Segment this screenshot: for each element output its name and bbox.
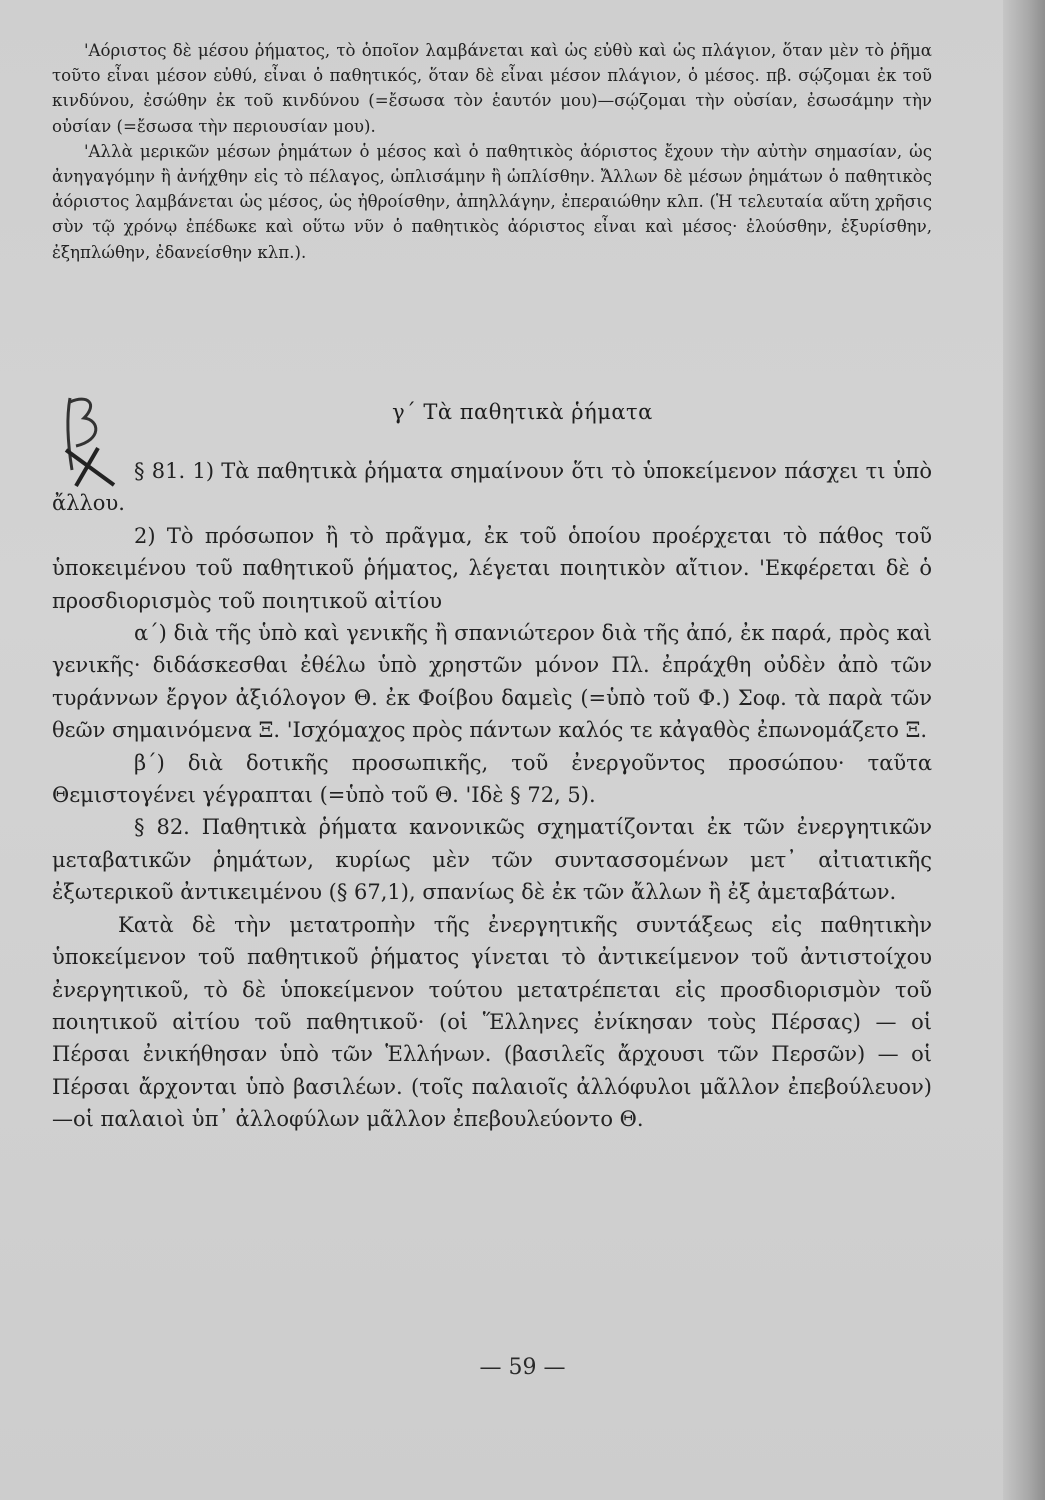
paragraph-81-1: § 81. 1) Τὰ παθητικὰ ῥήματα σημαίνουν ὅτι τὸ ὑποκείμενον πάσχει τι ὑπὸ ἄλλου. [52,459,932,516]
paragraph-aorist-middle: 'Αόριστος δὲ μέσου ῥήματος, τὸ ὁποῖον λαμβάνεται καὶ ὡς εὐθὺ καὶ ὡς πλάγιον, ὅταν μὲν τὸ ῥῆμα τοῦτο εἶναι μέσον εὐθύ, εἶναι ὁ παθητικός, ὅταν δὲ εἶναι μέσον πλάγιον, ὁ μέσος. πβ. σῴζομαι ἐκ τοῦ κινδύνου, ἐσώθην ἐκ τοῦ κινδύνου (=ἔσωσα τὸν ἑαυτόν μου)—σῴζομαι τὴν οὐσίαν, ἐσωσάμην τὴν οὐσίαν (=ἔσωσα τὴν περιουσίαν μου). [52,41,932,136]
top-text-block [52,38,932,265]
page-edge-shadow [1003,0,1045,1500]
paragraph-81-2: 2) Τὸ πρόσωπον ἢ τὸ πρᾶγμα, ἐκ τοῦ ὁποίου προέρχεται τὸ πάθος τοῦ ὑποκειμένου τοῦ παθητικοῦ ῥήματος, λέγεται ποιητικὸν αἴτιον. 'Εκφέρεται δὲ ὁ προσδιορισμὸς τοῦ ποιητικοῦ αἰτίου [52,523,932,613]
paragraph-82: § 82. Παθητικὰ ῥήματα κανονικῶς σχηματίζονται ἐκ τῶν ἐνεργητικῶν μεταβατικῶν ῥημάτων, κυρίως μὲν τῶν συντασσομένων μετ᾽ αἰτιατικῆς ἐξωτερικοῦ ἀντικειμένου (§ 67,1), σπανίως δὲ ἐκ τῶν ἄλλων ἢ ἐξ ἀμεταβάτων. [52,815,932,905]
paragraph-middle-passive-aorist: 'Αλλὰ μερικῶν μέσων ῥημάτων ὁ μέσος καὶ ὁ παθητικὸς ἀόριστος ἔχουν τὴν αὐτὴν σημασίαν, ὡς ἀνηγαγόμην ἢ ἀνήχθην εἰς τὸ πέλαγος, ὡπλισάμην ἢ ὡπλίσθην. Ἄλλων δὲ μέσων ῥημάτων ὁ παθητικὸς ἀόριστος λαμβάνεται ὡς μέσος, ὡς ἠθροίσθην, ἀπηλλάγην, ἐπεραιώθην κλπ. (Ἡ τελευταία αὕτη χρῆσις σὺν τῷ χρόνῳ ἐπέδωκε καὶ οὕτω νῦν ὁ παθητικὸς ἀόριστος εἶναι καὶ μέσος· ἐλούσθην, ἐξυρίσθην, ἐξηπλώθην, ἐδανείσθην κλπ.). [52,141,932,262]
paragraph-81-2b: β΄) διὰ δοτικῆς προσωπικῆς, τοῦ ἐνεργοῦντος προσώπου· ταῦτα Θεμιστογένει γέγραπται (=ὑπὸ τοῦ Θ. 'Ιδὲ § 72, 5). [52,750,932,808]
page-number: — 59 — [479,1355,566,1380]
paragraph-82-conversion: Κατὰ δὲ τὴν μετατροπὴν τῆς ἐνεργητικῆς συντάξεως εἰς παθητικὴν ὑποκείμενον τοῦ παθητικοῦ ῥήματος γίνεται τὸ ἀντικείμενον τοῦ ἀντιστοίχου ἐνεργητικοῦ, τὸ δὲ ὑποκείμενον τούτου μετατρέπεται εἰς προσδιορισμὸν τοῦ ποιητικοῦ αἰτίου τοῦ παθητικοῦ· (οἱ Ἕλληνες ἐνίκησαν τοὺς Πέρσας) — οἱ Πέρσαι ἐνικήθησαν ὑπὸ τῶν Ἑλλήνων. (βασιλεῖς ἄρχουσι τῶν Περσῶν) — οἱ Πέρσαι ἄρχονται ὑπὸ βασιλέων. (τοῖς παλαιοῖς ἀλλόφυλοι μᾶλλον ἐπεβούλευον)—οἱ παλαιοὶ ὑπ᾽ ἀλλοφύλων μᾶλλον ἐπεβουλεύοντο Θ. [52,912,932,1132]
paragraph-81-2a: α΄) διὰ τῆς ὑπὸ καὶ γενικῆς ἢ σπανιώτερον διὰ τῆς ἀπό, ἐκ παρά, πρὸς καὶ γενικῆς· διδάσκεσθαι ἐθέλω ὑπὸ χρηστῶν μόνον Πλ. ἐπράχθη οὐδὲν ἀπὸ τῶν τυράννων ἔργον ἀξιόλογον Θ. ἐκ Φοίβου δαμεὶς (=ὑπὸ τοῦ Φ.) Σοφ. τὰ παρὰ τῶν θεῶν σημαινόμενα Ξ. 'Ισχόμαχος πρὸς πάντων καλός τε κἀγαθὸς ἐπωνομάζετο Ξ. [52,621,932,743]
main-text-block [52,455,932,1136]
section-heading: γ΄ Τὰ παθητικὰ ῥήματα [392,400,653,424]
